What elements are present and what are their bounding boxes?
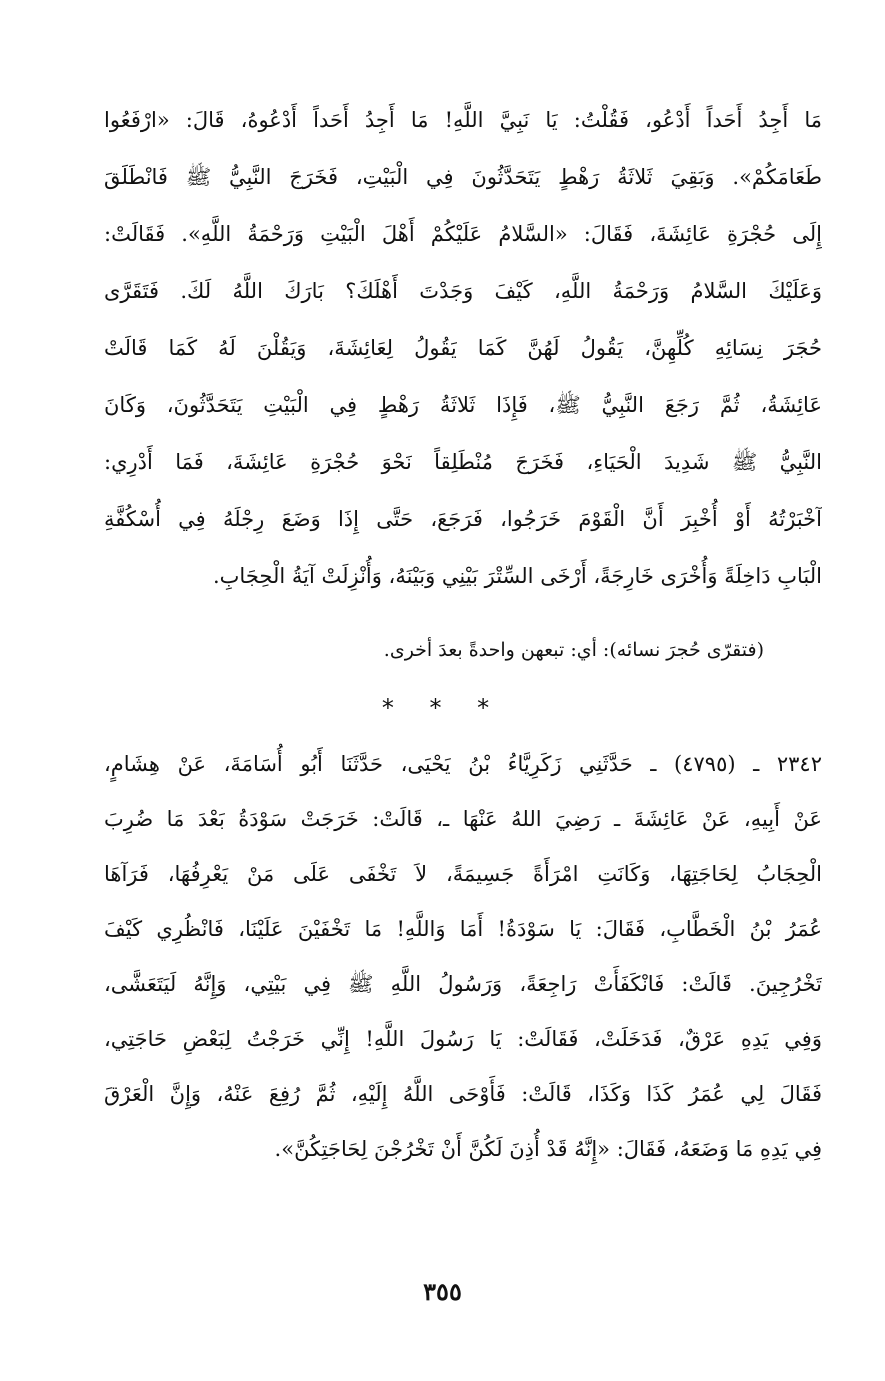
text-line: فِي يَدِهِ مَا وَضَعَهُ، فَقَالَ: «إِنَّهُ قَدْ أُذِنَ لَكُنَّ أَنْ تَخْرُجْنَ لِحَاجَتِكُنَّ».: [274, 1137, 822, 1161]
text-line: النَّبِيُّ ﷺ شَدِيدَ الْحَيَاءِ، فَخَرَجَ مُنْطَلِقاً نَحْوَ حُجْرَةِ عَائِشَةَ، فَمَا أَدْرِي:: [104, 450, 822, 474]
text-line: عُمَرُ بْنُ الْخَطَّابِ، فَقَالَ: يَا سَوْدَةُ! أَمَا وَاللَّهِ! مَا تَخْفَيْنَ عَلَيْنَا، فَانْظُرِي كَيْفَ: [104, 917, 822, 941]
hadith-continuation-paragraph: [104, 98, 822, 678]
section-separator: * * *: [381, 694, 504, 722]
page-number: ٣٥٥: [423, 1277, 462, 1306]
text-line: ٢٣٤٢ ـ (٤٧٩٥) ـ حَدَّثَنِي زَكَرِيَّاءُ بْنُ يَحْيَى، حَدَّثَنَا أَبُو أُسَامَةَ، عَنْ هِشَامٍ،: [104, 752, 822, 776]
text-line: فَقَالَ لِي عُمَرُ كَذَا وَكَذَا، قَالَتْ: فَأَوْحَى اللَّهُ إِلَيْهِ، ثُمَّ رُفِعَ عَنْهُ، وَإِنَّ الْعَرْقَ: [104, 1082, 822, 1106]
text-line: عَائِشَةُ، ثُمَّ رَجَعَ النَّبِيُّ ﷺ، فَإِذَا ثَلاثَةُ رَهْطٍ فِي الْبَيْتِ يَتَحَدَّثُونَ، وَكَانَ: [104, 393, 822, 417]
text-line: إِلَى حُجْرَةِ عَائِشَةَ، فَقَالَ: «السَّلامُ عَلَيْكُمْ أَهْلَ الْبَيْتِ وَرَحْمَةُ اللَّهِ». فَقَالَتْ:: [104, 222, 822, 246]
footnote-explanation: (فتقرّى حُجرَ نسائه): أي: تبعهن واحدةً بعدَ أخرى.: [383, 639, 764, 661]
hadith-2342-paragraph: [104, 742, 822, 1222]
text-line: تَخْرُجِينَ. قَالَتْ: فَانْكَفَأَتْ رَاجِعَةً، وَرَسُولُ اللَّهِ ﷺ فِي بَيْتِي، وَإِنَّهُ لَيَتَعَشَّى،: [104, 972, 822, 996]
text-line: عَنْ أَبِيهِ، عَنْ عَائِشَةَ ـ رَضِيَ اللهُ عَنْهَا ـ، قَالَتْ: خَرَجَتْ سَوْدَةُ بَعْدَ مَا ضُرِبَ: [104, 807, 822, 831]
text-line: الْحِجَابُ لِحَاجَتِهَا، وَكَانَتِ امْرَأَةً جَسِيمَةً، لاَ تَخْفَى عَلَى مَنْ يَعْرِفُهَا، فَرَآهَا: [104, 862, 822, 886]
text-line: آخْبَرْتُهُ أَوْ أُخْبِرَ أَنَّ الْقَوْمَ خَرَجُوا، فَرَجَعَ، حَتَّى إِذَا وَضَعَ رِجْلَهُ فِي أُسْكُفَّةِ: [104, 507, 822, 531]
text-line: وَفِي يَدِهِ عَرْقٌ، فَدَخَلَتْ، فَقَالَتْ: يَا رَسُولَ اللَّهِ! إِنِّي خَرَجْتُ لِبَعْضِ حَاجَتِي،: [104, 1027, 822, 1051]
text-line: حُجَرَ نِسَائِهِ كُلِّهِنَّ، يَقُولُ لَهُنَّ كَمَا يَقُولُ لِعَائِشَةَ، وَيَقُلْنَ لَهُ كَمَا قَالَتْ: [104, 336, 822, 360]
text-line: وَعَلَيْكَ السَّلامُ وَرَحْمَةُ اللَّهِ، كَيْفَ وَجَدْتَ أَهْلَكَ؟ بَارَكَ اللَّهُ لَكَ. فَتَقَرَّى: [104, 279, 822, 303]
text-line: الْبَابِ دَاخِلَةً وَأُخْرَى خَارِجَةً، أَرْخَى السِّتْرَ بَيْنِي وَبَيْنَهُ، وَأُنْزِلَتْ آيَةُ الْحِجَابِ.: [212, 564, 822, 588]
text-line: مَا أَجِدُ أَحَداً أَدْعُو، فَقُلْتُ: يَا نَبِيَّ اللَّهِ! مَا أَجِدُ أَحَداً أَدْعُوهُ، قَالَ: «ارْفَعُوا: [104, 108, 822, 132]
text-line: طَعَامَكُمْ». وَبَقِيَ ثَلاثَةُ رَهْطٍ يَتَحَدَّثُونَ فِي الْبَيْتِ، فَخَرَجَ النَّبِيُّ ﷺ فَانْطَلَقَ: [104, 165, 822, 189]
